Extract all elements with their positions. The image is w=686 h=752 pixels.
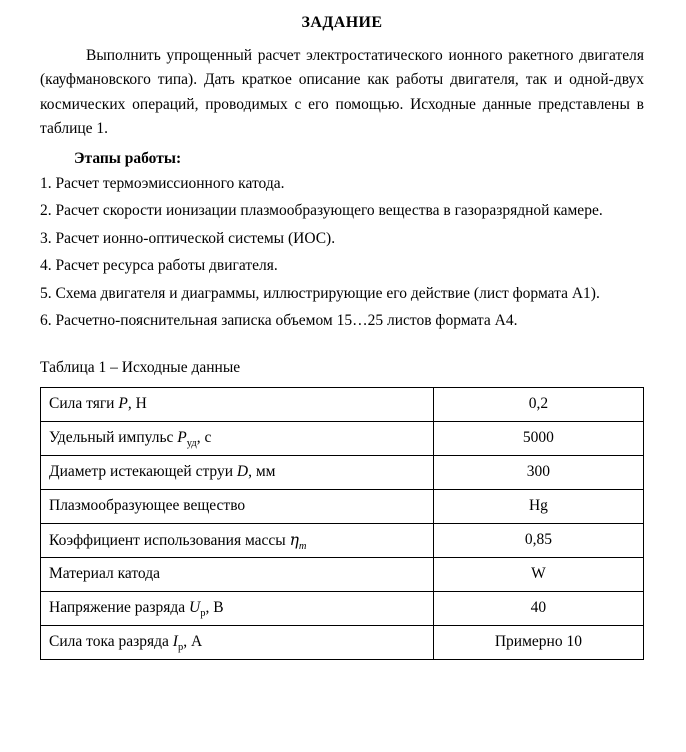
param-text: Удельный импульс [49, 429, 178, 447]
stage-item-4: 4. Расчет ресурса работы двигателя. [40, 257, 278, 275]
param-subscript: р [177, 642, 184, 654]
table-row [41, 456, 644, 490]
table-cell-parameter [41, 422, 434, 456]
param-unit: , с [196, 429, 212, 447]
table-row [41, 558, 644, 592]
table-cell-value: 5000 [433, 422, 643, 456]
param-symbol: I [172, 633, 178, 651]
table-cell-value: 40 [433, 592, 643, 626]
table-row [41, 422, 644, 456]
param-symbol: D [236, 463, 249, 481]
table-row [41, 626, 644, 660]
param-subscript: m [298, 540, 307, 552]
stage-item-5: 5. Схема двигателя и диаграммы, иллюстрирующие его действие (лист формата А1). [40, 284, 600, 302]
param-symbol: P [118, 395, 128, 413]
table-row [41, 490, 644, 524]
table-cell-value: Hg [433, 490, 643, 524]
param-unit: , мм [248, 463, 276, 481]
table-row [41, 524, 644, 558]
stage-item-6: 6. Расчетно-пояснительная записка объемом 15…25 листов формата А4. [40, 312, 518, 330]
table-cell-parameter [41, 558, 434, 592]
table-row [41, 592, 644, 626]
page-title: ЗАДАНИЕ [301, 14, 383, 31]
table-caption: Таблица 1 – Исходные данные [40, 358, 241, 376]
param-unit: , Н [127, 395, 147, 413]
table-row [41, 388, 644, 422]
table-cell-parameter [41, 388, 434, 422]
param-text: Сила тока разряда [49, 633, 173, 651]
stages-heading: Этапы работы: [74, 149, 182, 167]
param-text: Сила тяги [49, 395, 119, 413]
stage-item-1: 1. Расчет термоэмиссионного катода. [40, 174, 285, 192]
table-cell-parameter [41, 592, 434, 626]
param-symbol: η [289, 530, 299, 549]
param-text: Диаметр истекающей струи [49, 463, 237, 481]
table-cell-parameter [41, 626, 434, 660]
param-subscript: уд [186, 438, 197, 450]
param-text: Напряжение разряда [49, 599, 190, 617]
table-body [41, 388, 644, 660]
table-cell-parameter [41, 524, 434, 558]
param-text: Материал катода [49, 565, 160, 583]
param-symbol: U [189, 599, 201, 617]
initial-data-table [40, 387, 644, 660]
param-symbol: P [177, 429, 187, 447]
table-cell-value: 0,2 [433, 388, 643, 422]
stage-item-3: 3. Расчет ионно-оптической системы (ИОС). [40, 229, 336, 247]
table-cell-value: Примерно 10 [433, 626, 643, 660]
param-unit: , А [183, 633, 203, 651]
table-cell-value: W [433, 558, 643, 592]
table-cell-value: 300 [433, 456, 643, 490]
table-cell-parameter [41, 456, 434, 490]
stage-item-2: 2. Расчет скорости ионизации плазмообразующего вещества в газоразрядной камере. [40, 202, 603, 220]
table-cell-value: 0,85 [433, 524, 643, 558]
param-text: Коэффициент использования массы [49, 531, 290, 549]
intro-paragraph: Выполнить упрощенный расчет электростатического ионного ракетного двигателя (кауфмановского типа). Дать краткое описание как работы двигателя, так и одной-двух космических операций, проводимых с его помощью. Исходные данные представлены в таблице 1. [40, 47, 644, 138]
param-subscript: р [200, 608, 206, 620]
param-text: Плазмообразующее вещество [49, 497, 246, 515]
table-cell-parameter [41, 490, 434, 524]
param-unit: , В [205, 599, 224, 617]
